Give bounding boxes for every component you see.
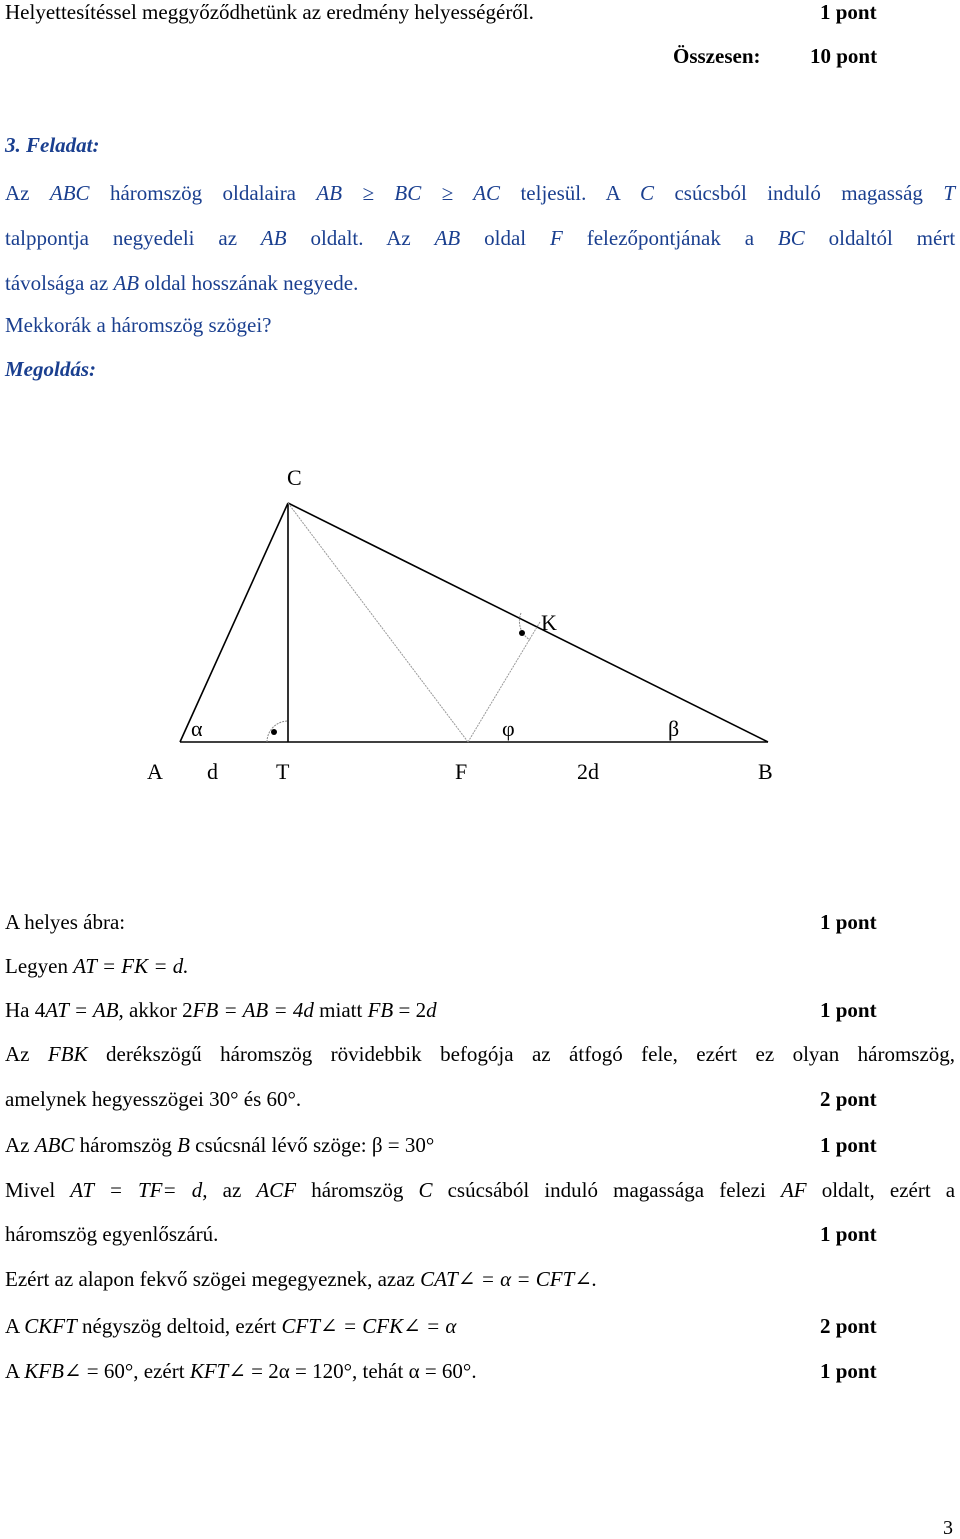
right-angle-dot-t [271, 729, 277, 735]
triangle-figure [0, 440, 960, 800]
solution-heading: Megoldás: [5, 357, 96, 381]
row-kite-points: 2 pont [820, 1314, 877, 1338]
label-k: K [541, 610, 557, 635]
row-final: A KFB∠ = 60°, ezért KFT∠ = 2α = 120°, tehát α = 60°. [5, 1359, 477, 1383]
row-angles: amelynek hegyesszögei 30° és 60°. [5, 1087, 302, 1111]
task-heading: 3. Feladat: [5, 133, 100, 157]
check-text: Helyettesítéssel meggyőződhetünk az eredmény helyességéről. [5, 0, 534, 24]
total-points: 10 pont [810, 44, 878, 68]
row-base-angles: Ezért az alapon fekvő szögei megegyeznek, azaz CAT∠ = α = CFT∠. [5, 1267, 598, 1291]
page-number: 3 [943, 1517, 953, 1539]
task-line-3: távolsága az AB oldal hosszának negyede. [5, 271, 359, 295]
label-d: d [207, 759, 218, 784]
right-angle-dot-k [519, 630, 525, 636]
side-ac [180, 503, 288, 742]
row-let: Legyen AT = FK = d. [5, 954, 189, 978]
label-alpha: α [191, 716, 203, 741]
row-kite: A CKFT négyszög deltoid, ezért CFT∠ = CFK∠ = α [5, 1314, 457, 1338]
row-isosceles-points: 1 pont [820, 1222, 877, 1246]
right-angle-arc-k [519, 613, 530, 640]
row-figure-points: 1 pont [820, 910, 877, 934]
label-f: F [455, 759, 468, 784]
label-a: A [147, 759, 163, 784]
row-since: Mivel AT = TF= d, az ACF háromszög C csúcsából induló magassága felezi AF oldalt, ezért a [5, 1178, 956, 1202]
label-t: T [276, 759, 290, 784]
task-question: Mekkorák a háromszög szögei? [5, 313, 272, 337]
task-line-1: Az ABC háromszög oldalaira AB ≥ BC ≥ AC teljesül. A C csúcsból induló magasság T [5, 181, 956, 205]
right-angle-arc-t [267, 721, 288, 742]
row-beta-points: 1 pont [820, 1133, 877, 1157]
row-if-points: 1 pont [820, 998, 877, 1022]
label-b: B [758, 759, 773, 784]
row-angles-points: 2 pont [820, 1087, 877, 1111]
label-c: C [287, 465, 302, 490]
total-label: Összesen: [673, 44, 761, 68]
row-if: Ha 4AT = AB, akkor 2FB = AB = 4d miatt FB = 2d [5, 998, 437, 1022]
label-beta: β [668, 716, 680, 741]
label-2d: 2d [577, 759, 599, 784]
side-cb [288, 503, 768, 742]
check-points: 1 pont [820, 0, 877, 24]
row-figure: A helyes ábra: [5, 910, 126, 934]
row-beta: Az ABC háromszög B csúcsnál lévő szöge: β = 30° [5, 1133, 435, 1157]
row-final-points: 1 pont [820, 1359, 877, 1383]
row-fbk: Az FBK derékszögű háromszög rövidebbik befogója az átfogó fele, ezért ez olyan háromszög, [5, 1042, 956, 1066]
label-phi: φ [502, 716, 515, 741]
segment-cf [288, 503, 468, 742]
task-line-2: talppontja negyedeli az AB oldalt. Az AB oldal F felezőpontjának a BC oldaltól mért [5, 226, 956, 250]
row-isosceles: háromszög egyenlőszárú. [5, 1222, 219, 1246]
